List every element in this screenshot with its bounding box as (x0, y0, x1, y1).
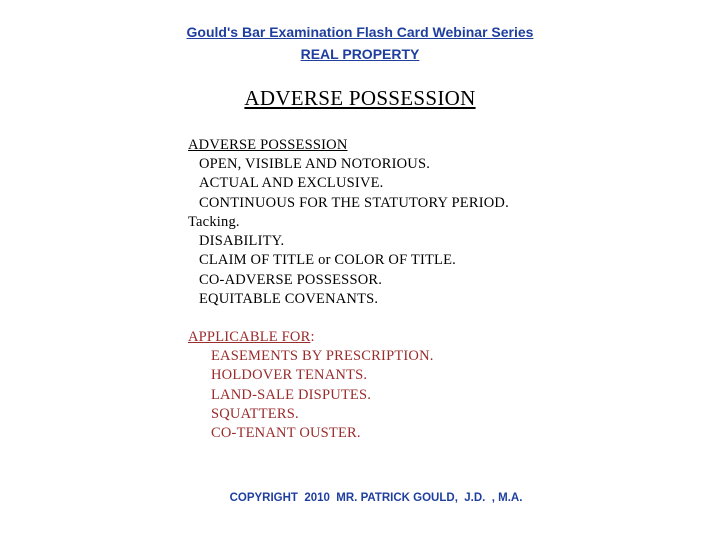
page-title: ADVERSE POSSESSION (244, 86, 476, 110)
tacking-heading: Tacking. (188, 214, 240, 230)
copyright-notice: COPYRIGHT 2010 MR. PATRICK GOULD, J.D. , M.A. (229, 492, 523, 504)
applicable-item: CO-TENANT OUSTER. (211, 425, 361, 441)
subject-title: REAL PROPERTY (300, 46, 420, 62)
tacking-item: EQUITABLE COVENANTS. (199, 291, 379, 307)
applicable-heading (188, 329, 315, 346)
element-item: OPEN, VISIBLE AND NOTORIOUS. (199, 156, 431, 172)
element-item: CONTINUOUS FOR THE STATUTORY PERIOD. (199, 195, 509, 211)
tacking-item: CLAIM OF TITLE or COLOR OF TITLE. (199, 252, 456, 268)
element-item: ACTUAL AND EXCLUSIVE. (199, 175, 384, 191)
applicable-item: EASEMENTS BY PRESCRIPTION. (211, 348, 434, 364)
applicable-item: LAND-SALE DISPUTES. (211, 387, 372, 403)
applicable-heading-colon: : (310, 329, 315, 345)
tacking-item: CO-ADVERSE POSSESSOR. (199, 272, 383, 288)
series-title: Gould's Bar Examination Flash Card Webinar Series (186, 24, 534, 40)
tacking-item: DISABILITY. (199, 233, 285, 249)
elements-heading: ADVERSE POSSESSION (188, 137, 348, 153)
applicable-item: HOLDOVER TENANTS. (211, 367, 368, 383)
applicable-item: SQUATTERS. (211, 406, 299, 422)
applicable-heading-text: APPLICABLE FOR (188, 329, 311, 345)
